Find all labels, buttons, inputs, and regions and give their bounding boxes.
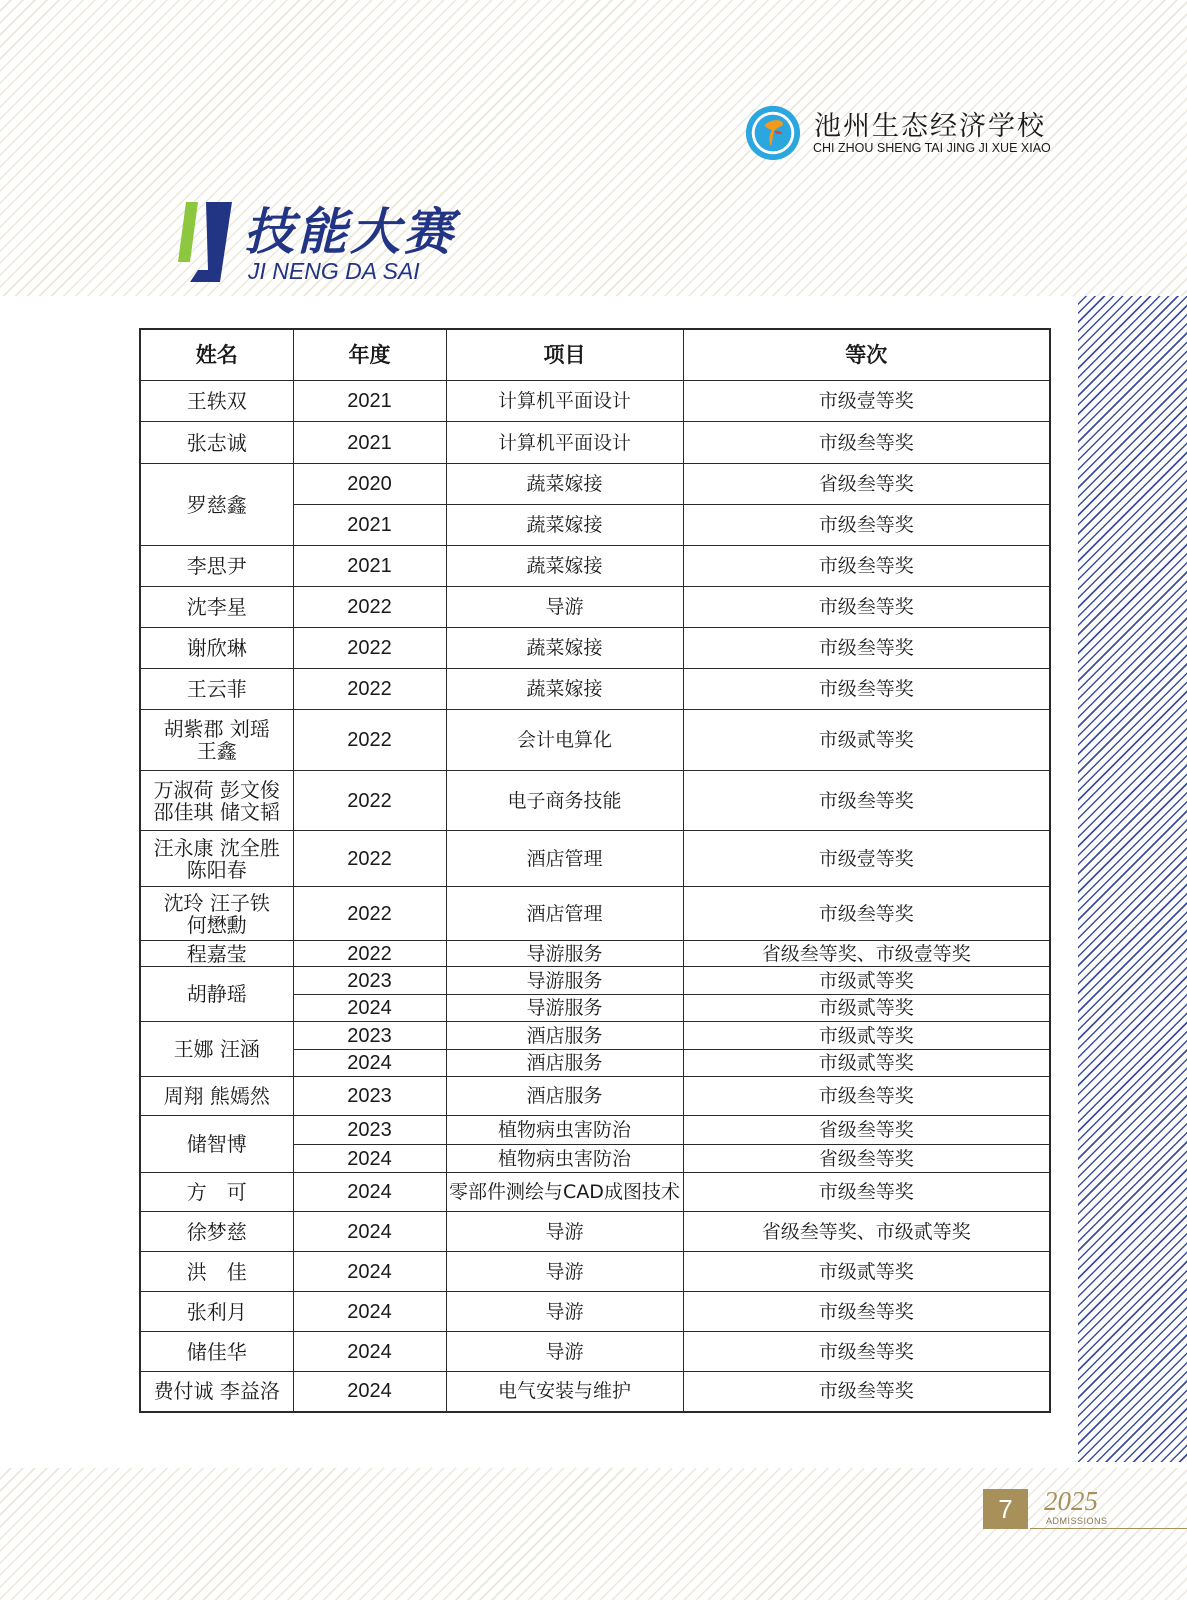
table-row bbox=[140, 771, 1050, 831]
cell-year: 2024 bbox=[293, 1173, 446, 1212]
cell-award: 市级贰等奖 bbox=[683, 710, 1050, 771]
cell-year: 2023 bbox=[293, 967, 446, 995]
header-project: 项目 bbox=[446, 329, 683, 381]
cell-project: 导游服务 bbox=[446, 967, 683, 995]
cell-award: 市级贰等奖 bbox=[683, 967, 1050, 995]
cell-award: 市级壹等奖 bbox=[683, 831, 1050, 887]
cell-award: 市级叁等奖 bbox=[683, 1372, 1050, 1412]
table-row bbox=[140, 967, 1050, 995]
school-pinyin: CHI ZHOU SHENG TAI JING JI XUE XIAO bbox=[813, 141, 1051, 155]
cell-award: 市级叁等奖 bbox=[683, 1292, 1050, 1332]
page-number: 7 bbox=[983, 1489, 1028, 1529]
cell-project: 导游 bbox=[446, 1292, 683, 1332]
awards-table-body bbox=[140, 381, 1050, 1412]
header-name: 姓名 bbox=[140, 329, 293, 381]
cell-award: 省级叁等奖 bbox=[683, 1116, 1050, 1145]
cell-name: 费付诚 李益洛 bbox=[140, 1372, 293, 1412]
cell-project: 导游 bbox=[446, 1212, 683, 1252]
school-name: 池州生态经济学校 bbox=[814, 111, 1046, 142]
footer-stripe-band bbox=[0, 1468, 1187, 1600]
table-row bbox=[140, 1252, 1050, 1292]
cell-year: 2024 bbox=[293, 1372, 446, 1412]
cell-year: 2024 bbox=[293, 995, 446, 1022]
cell-year: 2024 bbox=[293, 1212, 446, 1252]
table-row bbox=[140, 1022, 1050, 1050]
cell-project: 酒店服务 bbox=[446, 1077, 683, 1116]
section-title-mark-icon bbox=[176, 200, 232, 282]
cell-name: 程嘉莹 bbox=[140, 941, 293, 967]
cell-name: 沈李星 bbox=[140, 587, 293, 628]
cell-award: 市级叁等奖 bbox=[683, 1077, 1050, 1116]
cell-year: 2024 bbox=[293, 1332, 446, 1372]
cell-name: 张利月 bbox=[140, 1292, 293, 1332]
cell-year: 2022 bbox=[293, 628, 446, 669]
section-title-pinyin: JI NENG DA SAI bbox=[248, 258, 420, 284]
cell-year: 2021 bbox=[293, 422, 446, 464]
cell-project: 蔬菜嫁接 bbox=[446, 505, 683, 546]
cell-year: 2022 bbox=[293, 941, 446, 967]
cell-name: 方 可 bbox=[140, 1173, 293, 1212]
cell-year: 2021 bbox=[293, 546, 446, 587]
cell-year: 2021 bbox=[293, 381, 446, 422]
cell-award: 省级叁等奖 bbox=[683, 1145, 1050, 1173]
cell-award: 市级叁等奖 bbox=[683, 505, 1050, 546]
table-row bbox=[140, 1372, 1050, 1412]
cell-name: 沈玲 汪子铁 何懋勳 bbox=[140, 887, 293, 941]
cell-award: 市级叁等奖 bbox=[683, 546, 1050, 587]
cell-name: 张志诚 bbox=[140, 422, 293, 464]
table-row bbox=[140, 628, 1050, 669]
cell-name: 徐梦慈 bbox=[140, 1212, 293, 1252]
cell-award: 省级叁等奖、市级贰等奖 bbox=[683, 1212, 1050, 1252]
cell-project: 零部件测绘与CAD成图技术 bbox=[446, 1173, 683, 1212]
table-header-row bbox=[140, 329, 1050, 381]
cell-name: 胡紫郡 刘瑶 王鑫 bbox=[140, 710, 293, 771]
cell-name: 储佳华 bbox=[140, 1332, 293, 1372]
cell-year: 2022 bbox=[293, 771, 446, 831]
section-title: 技能大赛 bbox=[244, 203, 456, 261]
cell-award: 市级叁等奖 bbox=[683, 587, 1050, 628]
cell-award: 市级叁等奖 bbox=[683, 771, 1050, 831]
table-row bbox=[140, 831, 1050, 887]
cell-project: 导游服务 bbox=[446, 941, 683, 967]
cell-award: 省级叁等奖 bbox=[683, 464, 1050, 505]
cell-year: 2022 bbox=[293, 710, 446, 771]
cell-project: 蔬菜嫁接 bbox=[446, 464, 683, 505]
cell-project: 蔬菜嫁接 bbox=[446, 546, 683, 587]
table-row bbox=[140, 1292, 1050, 1332]
cell-name: 谢欣琳 bbox=[140, 628, 293, 669]
cell-project: 酒店管理 bbox=[446, 831, 683, 887]
table-row bbox=[140, 669, 1050, 710]
cell-year: 2020 bbox=[293, 464, 446, 505]
table-row bbox=[140, 941, 1050, 967]
cell-project: 酒店服务 bbox=[446, 1050, 683, 1077]
table-row bbox=[140, 546, 1050, 587]
cell-name: 储智博 bbox=[140, 1116, 293, 1173]
cell-project: 计算机平面设计 bbox=[446, 422, 683, 464]
footer-year: 2025 bbox=[1044, 1486, 1098, 1516]
cell-year: 2023 bbox=[293, 1022, 446, 1050]
header-award: 等次 bbox=[683, 329, 1050, 381]
cell-award: 市级贰等奖 bbox=[683, 1022, 1050, 1050]
cell-project: 酒店管理 bbox=[446, 887, 683, 941]
awards-table bbox=[139, 328, 1051, 1413]
cell-name: 李思尹 bbox=[140, 546, 293, 587]
cell-project: 植物病虫害防治 bbox=[446, 1145, 683, 1173]
cell-award: 市级叁等奖 bbox=[683, 669, 1050, 710]
footer-admissions-label: ADMISSIONS bbox=[1046, 1516, 1108, 1526]
cell-year: 2024 bbox=[293, 1145, 446, 1173]
cell-name: 罗慈鑫 bbox=[140, 464, 293, 546]
table-row bbox=[140, 887, 1050, 941]
cell-year: 2021 bbox=[293, 505, 446, 546]
header-year: 年度 bbox=[293, 329, 446, 381]
cell-year: 2022 bbox=[293, 887, 446, 941]
cell-name: 王娜 汪涵 bbox=[140, 1022, 293, 1077]
cell-name: 王云菲 bbox=[140, 669, 293, 710]
table-row bbox=[140, 422, 1050, 464]
cell-project: 导游 bbox=[446, 1252, 683, 1292]
table-row bbox=[140, 1116, 1050, 1145]
cell-project: 导游服务 bbox=[446, 995, 683, 1022]
cell-name: 汪永康 沈全胜 陈阳春 bbox=[140, 831, 293, 887]
cell-year: 2023 bbox=[293, 1116, 446, 1145]
cell-project: 会计电算化 bbox=[446, 710, 683, 771]
cell-award: 市级贰等奖 bbox=[683, 995, 1050, 1022]
cell-name: 王轶双 bbox=[140, 381, 293, 422]
cell-year: 2022 bbox=[293, 587, 446, 628]
cell-project: 导游 bbox=[446, 587, 683, 628]
table-row bbox=[140, 1173, 1050, 1212]
cell-name: 周翔 熊嫣然 bbox=[140, 1077, 293, 1116]
cell-project: 蔬菜嫁接 bbox=[446, 669, 683, 710]
cell-award: 市级叁等奖 bbox=[683, 1332, 1050, 1372]
cell-award: 市级贰等奖 bbox=[683, 1050, 1050, 1077]
cell-name: 洪 佳 bbox=[140, 1252, 293, 1292]
table-row bbox=[140, 1332, 1050, 1372]
cell-award: 市级叁等奖 bbox=[683, 1173, 1050, 1212]
cell-year: 2024 bbox=[293, 1252, 446, 1292]
cell-name: 胡静瑶 bbox=[140, 967, 293, 1022]
cell-project: 蔬菜嫁接 bbox=[446, 628, 683, 669]
table-row bbox=[140, 464, 1050, 505]
cell-year: 2022 bbox=[293, 831, 446, 887]
cell-year: 2023 bbox=[293, 1077, 446, 1116]
cell-year: 2024 bbox=[293, 1292, 446, 1332]
cell-year: 2024 bbox=[293, 1050, 446, 1077]
cell-award: 市级叁等奖 bbox=[683, 887, 1050, 941]
cell-award: 市级壹等奖 bbox=[683, 381, 1050, 422]
footer-divider bbox=[1030, 1528, 1187, 1529]
cell-project: 电气安装与维护 bbox=[446, 1372, 683, 1412]
cell-award: 市级叁等奖 bbox=[683, 628, 1050, 669]
cell-project: 酒店服务 bbox=[446, 1022, 683, 1050]
cell-year: 2022 bbox=[293, 669, 446, 710]
cell-award: 省级叁等奖、市级壹等奖 bbox=[683, 941, 1050, 967]
side-stripe-decoration bbox=[1078, 296, 1187, 1462]
table-row bbox=[140, 1077, 1050, 1116]
cell-award: 市级贰等奖 bbox=[683, 1252, 1050, 1292]
table-row bbox=[140, 587, 1050, 628]
table-row bbox=[140, 710, 1050, 771]
cell-project: 电子商务技能 bbox=[446, 771, 683, 831]
cell-name: 万淑荷 彭文俊 邵佳琪 储文韬 bbox=[140, 771, 293, 831]
cell-project: 计算机平面设计 bbox=[446, 381, 683, 422]
school-logo-icon bbox=[744, 104, 802, 162]
cell-award: 市级叁等奖 bbox=[683, 422, 1050, 464]
cell-project: 导游 bbox=[446, 1332, 683, 1372]
table-row bbox=[140, 1212, 1050, 1252]
cell-project: 植物病虫害防治 bbox=[446, 1116, 683, 1145]
table-row bbox=[140, 381, 1050, 422]
